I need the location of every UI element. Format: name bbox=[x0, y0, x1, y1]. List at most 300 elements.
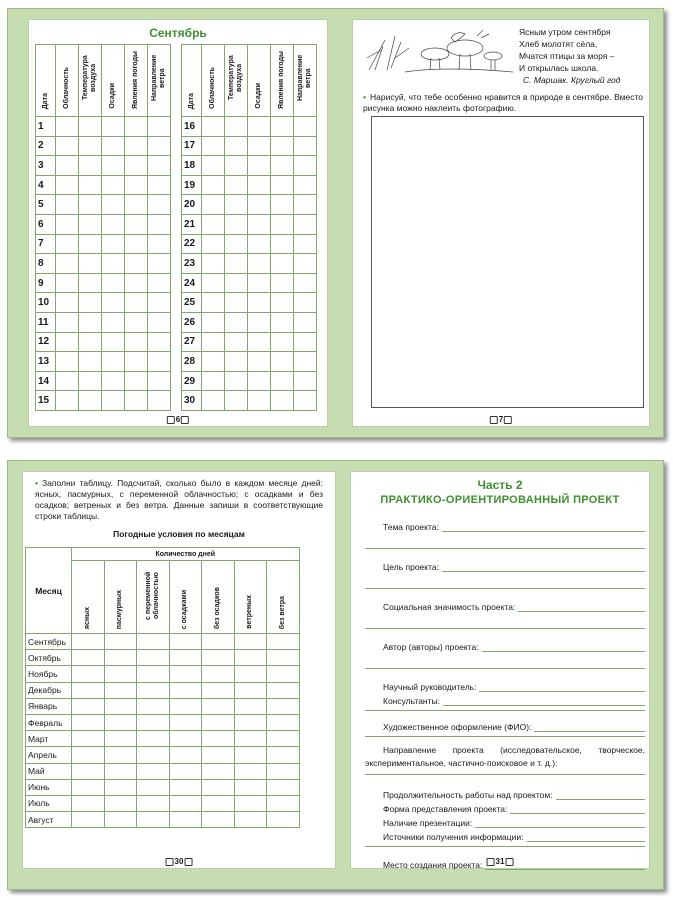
table-cell[interactable] bbox=[202, 254, 225, 274]
table-cell[interactable] bbox=[169, 763, 202, 779]
table-cell[interactable] bbox=[234, 698, 267, 714]
table-cell[interactable] bbox=[79, 175, 102, 195]
table-cell[interactable] bbox=[294, 332, 317, 352]
table-cell[interactable] bbox=[169, 698, 202, 714]
table-cell[interactable] bbox=[294, 175, 317, 195]
table-cell[interactable] bbox=[125, 175, 148, 195]
table-cell[interactable] bbox=[202, 666, 235, 682]
table-cell[interactable] bbox=[79, 156, 102, 176]
table-cell[interactable] bbox=[56, 175, 79, 195]
table-cell[interactable] bbox=[225, 234, 248, 254]
day-number: 23 bbox=[182, 254, 202, 274]
table-cell[interactable] bbox=[202, 312, 225, 332]
table-cell[interactable] bbox=[148, 312, 171, 332]
table-cell[interactable] bbox=[79, 332, 102, 352]
table-cell[interactable] bbox=[248, 273, 271, 293]
table-cell[interactable] bbox=[248, 352, 271, 372]
table-cell[interactable] bbox=[248, 175, 271, 195]
column-header: Облачность bbox=[202, 45, 225, 117]
table-cell[interactable] bbox=[248, 117, 271, 137]
table-cell[interactable] bbox=[137, 747, 170, 763]
table-cell[interactable] bbox=[271, 156, 294, 176]
table-cell[interactable] bbox=[125, 136, 148, 156]
table-cell[interactable] bbox=[294, 195, 317, 215]
table-cell[interactable] bbox=[56, 332, 79, 352]
table-cell[interactable] bbox=[102, 195, 125, 215]
table-cell[interactable] bbox=[104, 795, 137, 811]
design-field[interactable]: Художественное оформление (ФИО): bbox=[365, 722, 645, 732]
day-number: 5 bbox=[36, 195, 56, 215]
table-cell[interactable] bbox=[267, 795, 300, 811]
table-cell[interactable] bbox=[271, 234, 294, 254]
table-cell[interactable] bbox=[294, 136, 317, 156]
table-cell[interactable] bbox=[79, 136, 102, 156]
table-cell[interactable] bbox=[148, 293, 171, 313]
day-number: 3 bbox=[36, 156, 56, 176]
column-header: Явления погоды bbox=[125, 45, 148, 117]
table-cell[interactable] bbox=[271, 391, 294, 411]
table-cell[interactable] bbox=[102, 391, 125, 411]
table-cell[interactable] bbox=[137, 714, 170, 730]
table-cell[interactable] bbox=[202, 273, 225, 293]
table-cell[interactable] bbox=[271, 195, 294, 215]
table-cell[interactable] bbox=[125, 352, 148, 372]
table-cell[interactable] bbox=[267, 779, 300, 795]
table-cell[interactable] bbox=[104, 714, 137, 730]
table-cell[interactable] bbox=[225, 117, 248, 137]
table-cell[interactable] bbox=[267, 634, 300, 650]
table-cell[interactable] bbox=[72, 795, 105, 811]
table-cell[interactable] bbox=[271, 332, 294, 352]
table-cell[interactable] bbox=[104, 666, 137, 682]
table-cell[interactable] bbox=[72, 682, 105, 698]
table-cell[interactable] bbox=[169, 747, 202, 763]
table-cell[interactable] bbox=[102, 312, 125, 332]
table-cell[interactable] bbox=[104, 812, 137, 828]
day-number: 28 bbox=[182, 352, 202, 372]
table-cell[interactable] bbox=[148, 175, 171, 195]
table-cell[interactable] bbox=[294, 352, 317, 372]
table-cell[interactable] bbox=[202, 195, 225, 215]
table-cell[interactable] bbox=[271, 136, 294, 156]
author-field[interactable]: Автор (авторы) проекта: bbox=[365, 642, 645, 652]
table-cell[interactable] bbox=[169, 682, 202, 698]
table-cell[interactable] bbox=[271, 293, 294, 313]
table-cell[interactable] bbox=[56, 254, 79, 274]
table-cell[interactable] bbox=[72, 650, 105, 666]
column-header: ветреных bbox=[234, 561, 267, 634]
table-cell[interactable] bbox=[169, 634, 202, 650]
table-cell[interactable] bbox=[148, 391, 171, 411]
table-cell[interactable] bbox=[72, 714, 105, 730]
table-cell[interactable] bbox=[169, 714, 202, 730]
column-header: без ветра bbox=[267, 561, 300, 634]
table-cell[interactable] bbox=[56, 156, 79, 176]
table-cell[interactable] bbox=[102, 332, 125, 352]
table-cell[interactable] bbox=[79, 117, 102, 137]
presentation-field[interactable]: Наличие презентации: bbox=[365, 818, 645, 828]
table-cell[interactable] bbox=[148, 156, 171, 176]
table-cell[interactable] bbox=[148, 352, 171, 372]
table-row bbox=[36, 156, 171, 176]
table-cell[interactable] bbox=[267, 698, 300, 714]
table-row bbox=[182, 254, 317, 274]
table-cell[interactable] bbox=[56, 117, 79, 137]
page-30 bbox=[22, 471, 336, 869]
table-cell[interactable] bbox=[202, 391, 225, 411]
table-cell[interactable] bbox=[79, 254, 102, 274]
table-cell[interactable] bbox=[234, 666, 267, 682]
table-cell[interactable] bbox=[104, 634, 137, 650]
table-cell[interactable] bbox=[102, 254, 125, 274]
form-field[interactable]: Форма представления проекта: bbox=[365, 804, 645, 814]
table-cell[interactable] bbox=[248, 391, 271, 411]
table-cell[interactable] bbox=[248, 234, 271, 254]
table-cell[interactable] bbox=[137, 763, 170, 779]
table-cell[interactable] bbox=[202, 156, 225, 176]
table-cell[interactable] bbox=[271, 175, 294, 195]
table-cell[interactable] bbox=[202, 175, 225, 195]
table-cell[interactable] bbox=[294, 312, 317, 332]
table-cell[interactable] bbox=[137, 634, 170, 650]
table-cell[interactable] bbox=[248, 214, 271, 234]
table-cell[interactable] bbox=[148, 136, 171, 156]
table-row bbox=[26, 779, 300, 795]
table-cell[interactable] bbox=[137, 731, 170, 747]
table-cell[interactable] bbox=[234, 650, 267, 666]
table-cell[interactable] bbox=[104, 779, 137, 795]
table-cell[interactable] bbox=[72, 779, 105, 795]
table-row bbox=[26, 763, 300, 779]
page-title: Сентябрь bbox=[149, 26, 207, 40]
table-cell[interactable] bbox=[267, 666, 300, 682]
table-cell[interactable] bbox=[248, 156, 271, 176]
table-cell[interactable] bbox=[102, 156, 125, 176]
column-header: Температура воздуха bbox=[225, 45, 248, 117]
table-cell[interactable] bbox=[104, 747, 137, 763]
table-cell[interactable] bbox=[294, 371, 317, 391]
table-cell[interactable] bbox=[148, 195, 171, 215]
table-cell[interactable] bbox=[202, 812, 235, 828]
table-cell[interactable] bbox=[56, 293, 79, 313]
table-cell[interactable] bbox=[56, 391, 79, 411]
table-row bbox=[182, 234, 317, 254]
table-row bbox=[36, 312, 171, 332]
table-cell[interactable] bbox=[169, 731, 202, 747]
table-cell[interactable] bbox=[294, 234, 317, 254]
table-cell[interactable] bbox=[202, 234, 225, 254]
table-cell[interactable] bbox=[248, 136, 271, 156]
table-cell[interactable] bbox=[267, 763, 300, 779]
table-cell[interactable] bbox=[225, 254, 248, 274]
table-row bbox=[36, 391, 171, 411]
table-cell[interactable] bbox=[248, 195, 271, 215]
book-icon bbox=[487, 858, 495, 866]
duration-field[interactable]: Продолжительность работы над проектом: bbox=[365, 790, 645, 800]
table-cell[interactable] bbox=[102, 352, 125, 372]
table-cell[interactable] bbox=[148, 254, 171, 274]
month-name: Октябрь bbox=[26, 650, 72, 666]
table-cell[interactable] bbox=[225, 352, 248, 372]
table-cell[interactable] bbox=[72, 763, 105, 779]
table-cell[interactable] bbox=[202, 779, 235, 795]
place-field[interactable]: Место создания проекта: bbox=[365, 860, 645, 870]
part-label: Часть 2 bbox=[477, 478, 523, 492]
column-header: с переменной облачностью bbox=[137, 561, 170, 634]
table-cell[interactable] bbox=[234, 634, 267, 650]
page-number: 31 bbox=[487, 857, 514, 866]
table-cell[interactable] bbox=[125, 273, 148, 293]
table-cell[interactable] bbox=[169, 779, 202, 795]
top-spread bbox=[7, 8, 664, 438]
direction-field[interactable]: Направление проекта (исследовательское, творческое, экспериментальное, частично-поисковое и т. д.): bbox=[365, 745, 645, 768]
table-cell[interactable] bbox=[271, 312, 294, 332]
table-cell[interactable] bbox=[234, 779, 267, 795]
table-cell[interactable] bbox=[79, 391, 102, 411]
table-cell[interactable] bbox=[225, 332, 248, 352]
table-cell[interactable] bbox=[79, 352, 102, 372]
table-cell[interactable] bbox=[294, 293, 317, 313]
table-row bbox=[182, 156, 317, 176]
page-7 bbox=[352, 19, 650, 427]
table-cell[interactable] bbox=[294, 156, 317, 176]
table-cell[interactable] bbox=[72, 747, 105, 763]
table-cell[interactable] bbox=[225, 195, 248, 215]
table-cell[interactable] bbox=[148, 117, 171, 137]
table-cell[interactable] bbox=[148, 273, 171, 293]
supervisor-field[interactable]: Научный руководитель: bbox=[365, 682, 645, 692]
table-cell[interactable] bbox=[72, 698, 105, 714]
table-cell[interactable] bbox=[202, 136, 225, 156]
table-cell[interactable] bbox=[271, 214, 294, 234]
table-cell[interactable] bbox=[169, 812, 202, 828]
day-number: 21 bbox=[182, 214, 202, 234]
table-cell[interactable] bbox=[225, 136, 248, 156]
table-row bbox=[26, 731, 300, 747]
table-cell[interactable] bbox=[79, 214, 102, 234]
table-cell[interactable] bbox=[294, 214, 317, 234]
sources-field[interactable]: Источники получения информации: bbox=[365, 832, 645, 842]
table-cell[interactable] bbox=[79, 195, 102, 215]
table-cell[interactable] bbox=[56, 273, 79, 293]
day-number: 9 bbox=[36, 273, 56, 293]
table-cell[interactable] bbox=[137, 682, 170, 698]
table-cell[interactable] bbox=[294, 391, 317, 411]
table-cell[interactable] bbox=[125, 293, 148, 313]
table-cell[interactable] bbox=[125, 312, 148, 332]
table-cell[interactable] bbox=[102, 273, 125, 293]
table-row bbox=[182, 391, 317, 411]
table-cell[interactable] bbox=[225, 371, 248, 391]
table-task: • Заполни таблицу. Подсчитай, сколько было в каждом месяце дней: ясных, пасмурных, с переменной облачностью; с осадками и без осадков; ветреных и без ветра. Данные запиши в соответствующие строки таблицы. bbox=[35, 478, 323, 521]
column-header: Температура воздуха bbox=[79, 45, 102, 117]
month-name: Январь bbox=[26, 698, 72, 714]
table-cell[interactable] bbox=[248, 371, 271, 391]
column-header: Направление ветра bbox=[294, 45, 317, 117]
consultants-field[interactable]: Консультанты: bbox=[365, 696, 645, 706]
table-cell[interactable] bbox=[225, 175, 248, 195]
table-cell[interactable] bbox=[202, 731, 235, 747]
table-cell[interactable] bbox=[225, 391, 248, 411]
month-name: Февраль bbox=[26, 714, 72, 730]
table-cell[interactable] bbox=[225, 273, 248, 293]
table-cell[interactable] bbox=[202, 682, 235, 698]
month-name: Март bbox=[26, 731, 72, 747]
table-cell[interactable] bbox=[267, 731, 300, 747]
table-cell[interactable] bbox=[271, 254, 294, 274]
table-cell[interactable] bbox=[271, 117, 294, 137]
day-number: 1 bbox=[36, 117, 56, 137]
table-cell[interactable] bbox=[102, 293, 125, 313]
table-cell[interactable] bbox=[267, 682, 300, 698]
table-cell[interactable] bbox=[202, 352, 225, 372]
table-cell[interactable] bbox=[104, 698, 137, 714]
table-cell[interactable] bbox=[125, 332, 148, 352]
table-cell[interactable] bbox=[137, 795, 170, 811]
table-cell[interactable] bbox=[102, 214, 125, 234]
table-cell[interactable] bbox=[56, 214, 79, 234]
table-cell[interactable] bbox=[202, 371, 225, 391]
table-cell[interactable] bbox=[202, 293, 225, 313]
table-cell[interactable] bbox=[267, 812, 300, 828]
table-cell[interactable] bbox=[102, 136, 125, 156]
table-cell[interactable] bbox=[137, 650, 170, 666]
monthly-weather-table bbox=[25, 547, 300, 828]
table-cell[interactable] bbox=[234, 795, 267, 811]
goal-field[interactable]: Цель проекта: bbox=[365, 562, 645, 572]
table-cell[interactable] bbox=[137, 666, 170, 682]
table-cell[interactable] bbox=[79, 234, 102, 254]
table-cell[interactable] bbox=[271, 352, 294, 372]
table-cell[interactable] bbox=[102, 117, 125, 137]
drawing-box[interactable] bbox=[371, 116, 644, 408]
table-cell[interactable] bbox=[225, 312, 248, 332]
month-header: Месяц bbox=[26, 548, 72, 634]
table-cell[interactable] bbox=[79, 293, 102, 313]
table-cell[interactable] bbox=[225, 214, 248, 234]
column-header: Осадки bbox=[248, 45, 271, 117]
table-cell[interactable] bbox=[248, 254, 271, 274]
month-name: Май bbox=[26, 763, 72, 779]
table-cell[interactable] bbox=[294, 117, 317, 137]
table-cell[interactable] bbox=[202, 634, 235, 650]
table-cell[interactable] bbox=[202, 332, 225, 352]
table-cell[interactable] bbox=[234, 682, 267, 698]
table-cell[interactable] bbox=[79, 273, 102, 293]
day-number: 11 bbox=[36, 312, 56, 332]
day-number: 8 bbox=[36, 254, 56, 274]
table-cell[interactable] bbox=[137, 779, 170, 795]
column-header: Направление ветра bbox=[148, 45, 171, 117]
table-cell[interactable] bbox=[104, 682, 137, 698]
table-cell[interactable] bbox=[79, 371, 102, 391]
table-cell[interactable] bbox=[125, 254, 148, 274]
table-cell[interactable] bbox=[137, 698, 170, 714]
book-icon bbox=[181, 416, 189, 424]
table-cell[interactable] bbox=[271, 273, 294, 293]
table-cell[interactable] bbox=[102, 371, 125, 391]
table-cell[interactable] bbox=[72, 634, 105, 650]
table-cell[interactable] bbox=[125, 371, 148, 391]
table-cell[interactable] bbox=[56, 352, 79, 372]
table-cell[interactable] bbox=[234, 763, 267, 779]
table-cell[interactable] bbox=[102, 175, 125, 195]
book-icon bbox=[167, 416, 175, 424]
table-cell[interactable] bbox=[104, 731, 137, 747]
table-cell[interactable] bbox=[271, 371, 294, 391]
table-cell[interactable] bbox=[125, 117, 148, 137]
table-cell[interactable] bbox=[125, 214, 148, 234]
table-cell[interactable] bbox=[267, 747, 300, 763]
table-cell[interactable] bbox=[169, 650, 202, 666]
table-cell[interactable] bbox=[148, 234, 171, 254]
table-cell[interactable] bbox=[234, 812, 267, 828]
table-cell[interactable] bbox=[104, 650, 137, 666]
table-cell[interactable] bbox=[234, 731, 267, 747]
table-cell[interactable] bbox=[125, 156, 148, 176]
table-cell[interactable] bbox=[202, 747, 235, 763]
table-cell[interactable] bbox=[202, 214, 225, 234]
table-cell[interactable] bbox=[56, 234, 79, 254]
table-cell[interactable] bbox=[267, 714, 300, 730]
table-row bbox=[182, 293, 317, 313]
table-cell[interactable] bbox=[294, 273, 317, 293]
table-cell[interactable] bbox=[72, 731, 105, 747]
table-cell[interactable] bbox=[234, 747, 267, 763]
table-row bbox=[182, 195, 317, 215]
table-cell[interactable] bbox=[202, 650, 235, 666]
table-cell[interactable] bbox=[225, 293, 248, 313]
table-cell[interactable] bbox=[72, 666, 105, 682]
table-cell[interactable] bbox=[234, 714, 267, 730]
table-cell[interactable] bbox=[104, 763, 137, 779]
table-cell[interactable] bbox=[202, 698, 235, 714]
significance-field[interactable]: Социальная значимость проекта: bbox=[365, 602, 645, 612]
table-cell[interactable] bbox=[248, 312, 271, 332]
theme-field[interactable]: Тема проекта: bbox=[365, 522, 645, 532]
table-cell[interactable] bbox=[125, 234, 148, 254]
table-row bbox=[36, 175, 171, 195]
table-cell[interactable] bbox=[248, 332, 271, 352]
table-cell[interactable] bbox=[202, 763, 235, 779]
table-cell[interactable] bbox=[202, 714, 235, 730]
table-cell[interactable] bbox=[137, 812, 170, 828]
table-cell[interactable] bbox=[56, 371, 79, 391]
table-cell[interactable] bbox=[294, 254, 317, 274]
poem: Ясным утром сентября Хлеб молотят сёла, Мчатся птицы за моря – И открылась школа. С. Маршак. Круглый год bbox=[519, 27, 621, 85]
day-number: 7 bbox=[36, 234, 56, 254]
table-cell[interactable] bbox=[125, 195, 148, 215]
table-cell[interactable] bbox=[125, 391, 148, 411]
day-number: 25 bbox=[182, 293, 202, 313]
table-cell[interactable] bbox=[79, 312, 102, 332]
table-cell[interactable] bbox=[202, 795, 235, 811]
table-cell[interactable] bbox=[169, 666, 202, 682]
table-cell[interactable] bbox=[56, 312, 79, 332]
table-cell[interactable] bbox=[267, 650, 300, 666]
table-cell[interactable] bbox=[102, 234, 125, 254]
table-cell[interactable] bbox=[248, 293, 271, 313]
table-cell[interactable] bbox=[202, 117, 225, 137]
table-cell[interactable] bbox=[225, 156, 248, 176]
table-cell[interactable] bbox=[169, 795, 202, 811]
table-cell[interactable] bbox=[148, 371, 171, 391]
table-cell[interactable] bbox=[148, 214, 171, 234]
table-cell[interactable] bbox=[72, 812, 105, 828]
table-cell[interactable] bbox=[56, 136, 79, 156]
table-cell[interactable] bbox=[148, 332, 171, 352]
table-cell[interactable] bbox=[56, 195, 79, 215]
